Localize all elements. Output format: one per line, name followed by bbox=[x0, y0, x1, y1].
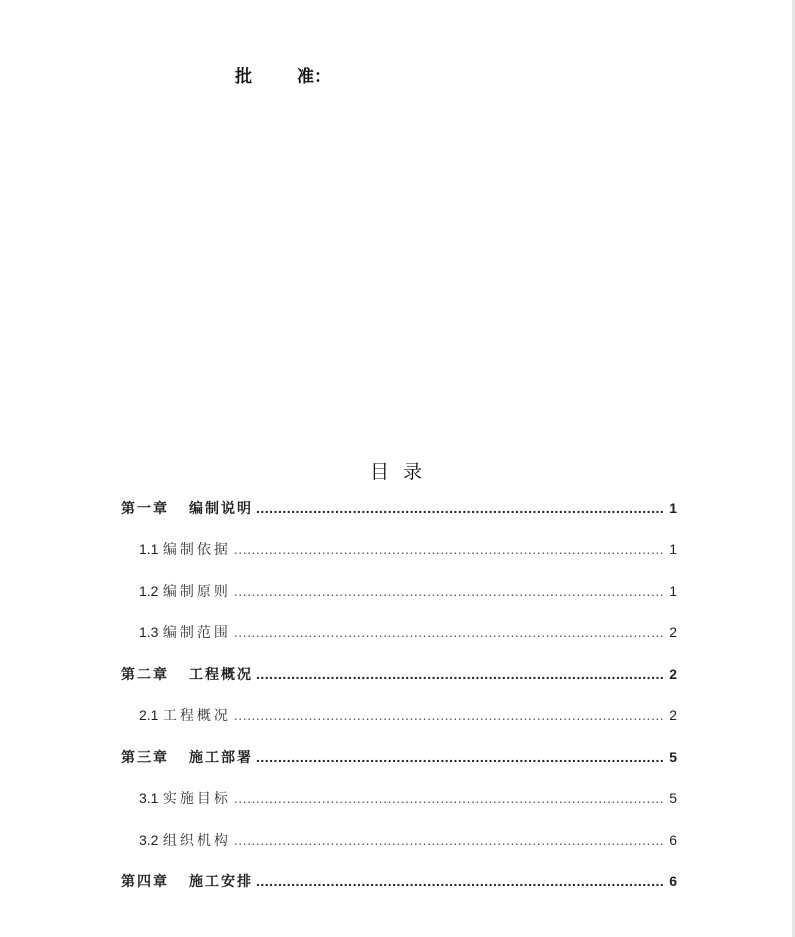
toc-entry-label: 第三章 bbox=[121, 750, 169, 766]
toc-leader-dots bbox=[256, 873, 664, 889]
toc-entry-title: 编制原则 bbox=[162, 584, 231, 600]
toc-entry-title: 组织机构 bbox=[162, 833, 231, 849]
toc-entry-page: 6 bbox=[669, 873, 677, 889]
toc-entry-label: 第四章 bbox=[121, 874, 169, 890]
toc-entry-chapter-3[interactable] bbox=[121, 747, 677, 775]
toc-entry-label: 2.1 bbox=[139, 707, 159, 723]
toc-entry-label: 1.3 bbox=[139, 624, 159, 640]
approval-line bbox=[235, 62, 331, 87]
toc-entry-section-3-2[interactable] bbox=[121, 830, 677, 858]
toc-entry-title: 实施目标 bbox=[162, 791, 231, 807]
toc-entry-title: 编制说明 bbox=[189, 501, 253, 517]
toc-leader-dots bbox=[234, 832, 664, 848]
toc-entry-section-1-2[interactable] bbox=[121, 581, 677, 609]
toc-entry-title: 施工部署 bbox=[189, 750, 253, 766]
toc-entry-title: 编制依据 bbox=[162, 542, 231, 558]
toc-leader-dots bbox=[234, 790, 664, 806]
toc-entry-page: 2 bbox=[669, 624, 677, 640]
toc-entry-page: 1 bbox=[669, 541, 677, 557]
toc-entry-title: 施工安排 bbox=[189, 874, 253, 890]
approval-label-char-2: 准： bbox=[297, 67, 331, 87]
toc-leader-dots bbox=[234, 624, 664, 640]
toc-entry-page: 2 bbox=[669, 666, 677, 682]
toc-entry-label: 第一章 bbox=[121, 501, 169, 517]
toc-leader-dots bbox=[234, 541, 664, 557]
toc-entry-title: 工程概况 bbox=[189, 667, 253, 683]
toc-entry-page: 5 bbox=[669, 790, 677, 806]
toc-entry-chapter-1[interactable] bbox=[121, 498, 677, 526]
toc-entry-title: 编制范围 bbox=[162, 625, 231, 641]
toc-entry-chapter-2[interactable] bbox=[121, 664, 677, 692]
toc-entry-page: 5 bbox=[669, 749, 677, 765]
toc-leader-dots bbox=[234, 707, 664, 723]
toc-entry-label: 1.1 bbox=[139, 541, 159, 557]
toc-entry-label: 3.2 bbox=[139, 832, 159, 848]
toc-leader-dots bbox=[234, 583, 664, 599]
toc-entry-section-1-1[interactable] bbox=[121, 539, 677, 567]
toc-leader-dots bbox=[256, 666, 664, 682]
approval-label-char-1: 批 bbox=[235, 67, 252, 87]
toc-entry-page: 2 bbox=[669, 707, 677, 723]
toc-leader-dots bbox=[256, 500, 664, 516]
toc-leader-dots bbox=[256, 749, 664, 765]
toc-entry-label: 3.1 bbox=[139, 790, 159, 806]
toc-entry-label: 第二章 bbox=[121, 667, 169, 683]
toc-entry-section-2-1[interactable] bbox=[121, 705, 677, 733]
toc-entry-section-3-1[interactable] bbox=[121, 788, 677, 816]
toc-entry-section-1-3[interactable] bbox=[121, 622, 677, 650]
toc-entry-page: 1 bbox=[669, 583, 677, 599]
toc-entry-title: 工程概况 bbox=[162, 708, 231, 724]
toc-entry-chapter-4[interactable] bbox=[121, 871, 677, 899]
toc-entry-page: 6 bbox=[669, 832, 677, 848]
toc-entry-label: 1.2 bbox=[139, 583, 159, 599]
toc-heading: 目录 bbox=[369, 461, 436, 483]
toc-entry-page: 1 bbox=[669, 500, 677, 516]
